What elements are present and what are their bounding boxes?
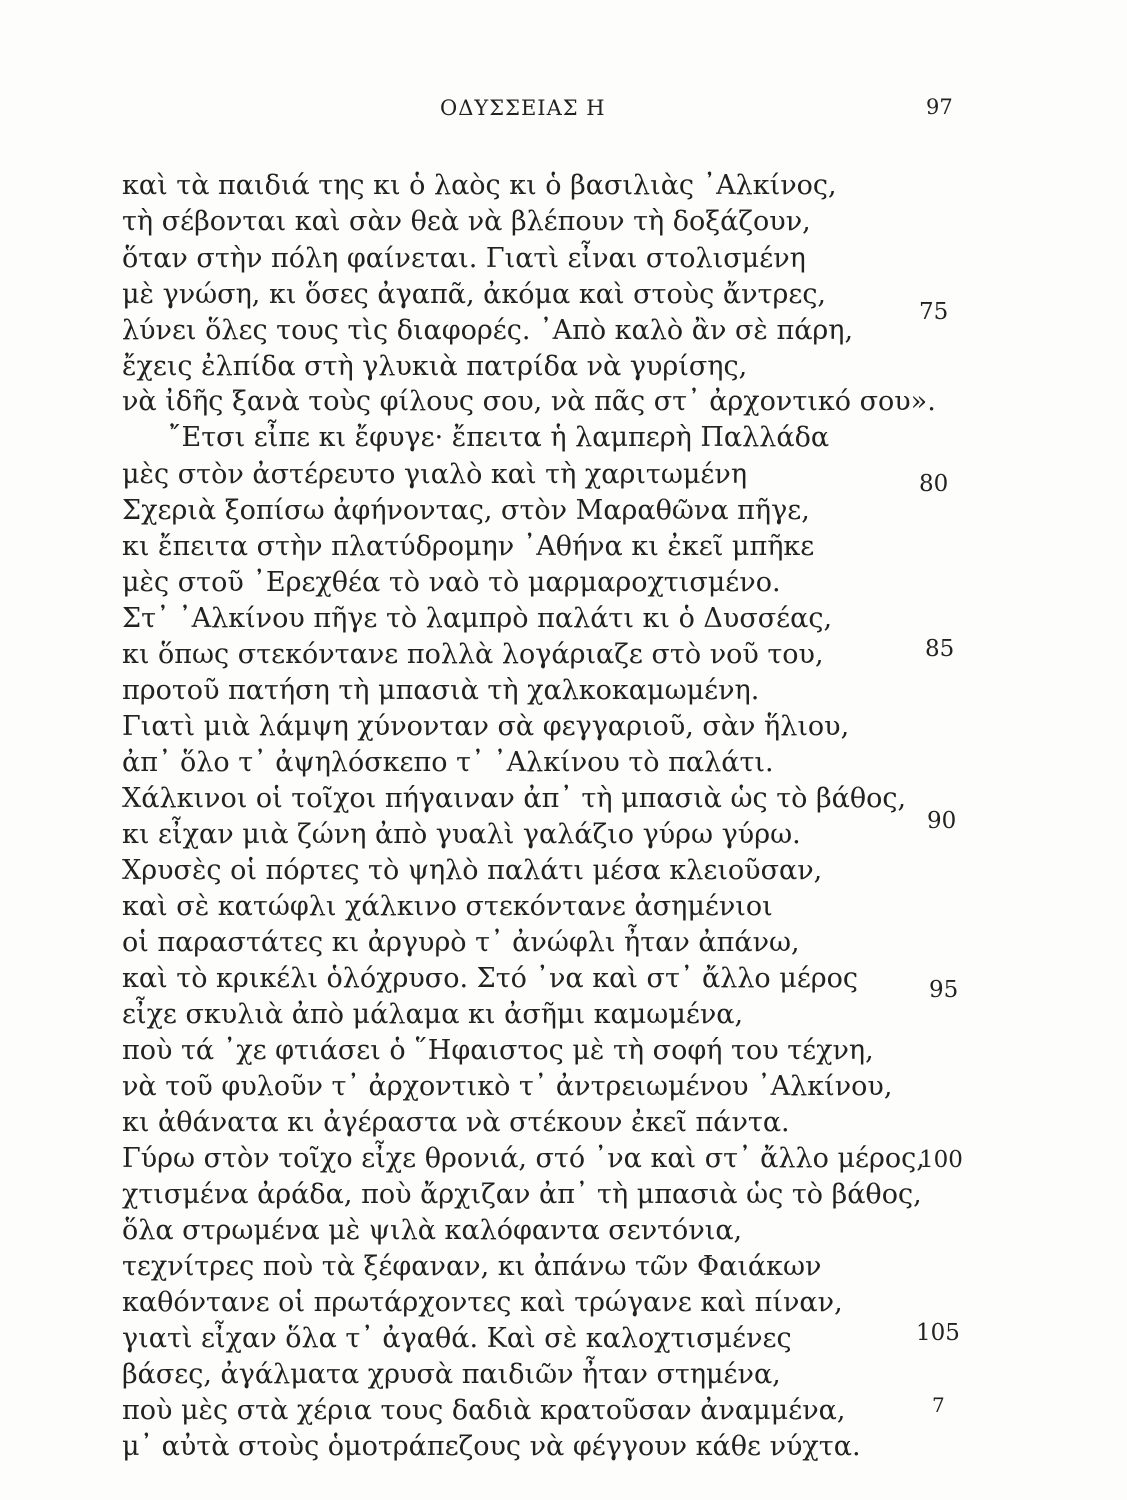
verse-line: νὰ τοῦ φυλοῦν τ᾿ ἀρχοντικὸ τ᾿ ἀντρειωμένου ᾿Αλκίνου, <box>122 1071 893 1102</box>
verse-line: Γύρω στὸν τοῖχο εἶχε θρονιά, στό ᾿να καὶ στ᾿ ἄλλο μέρος, <box>122 1143 925 1174</box>
line-number: 100 <box>919 1147 963 1173</box>
verse-line: Σχεριὰ ξοπίσω ἀφήνοντας, στὸν Μαραθῶνα πῆγε, <box>122 495 810 526</box>
verse-line: Χρυσὲς οἱ πόρτες τὸ ψηλὸ παλάτι μέσα κλειοῦσαν, <box>122 855 823 886</box>
verse-line: Στ᾿ ᾿Αλκίνου πῆγε τὸ λαμπρὸ παλάτι κι ὁ Δυσσέας, <box>122 603 833 634</box>
line-number: 90 <box>927 808 957 834</box>
verse-line: κι ἔπειτα στὴν πλατύδρομην ᾿Αθήνα κι ἐκεῖ μπῆκε <box>122 531 815 562</box>
signature-mark: 7 <box>932 1393 945 1417</box>
verse-line: εἶχε σκυλιὰ ἀπὸ μάλαμα κι ἀσῆμι καμωμένα, <box>122 999 744 1030</box>
verse-line: οἱ παραστάτες κι ἀργυρὸ τ᾿ ἀνώφλι ἦταν ἀπάνω, <box>122 927 800 958</box>
verse-line: κι ὅπως στεκόντανε πολλὰ λογάριαζε στὸ νοῦ του, <box>122 639 824 670</box>
verse-line: ἀπ᾿ ὅλο τ᾿ ἀψηλόσκεπο τ᾿ ᾿Αλκίνου τὸ παλάτι. <box>122 747 774 778</box>
verse-line: ὅλα στρωμένα μὲ ψιλὰ καλόφαντα σεντόνια, <box>122 1215 743 1246</box>
verse-line: μὲς στὸν ἀστέρευτο γιαλὸ καὶ τὴ χαριτωμένη <box>122 459 748 490</box>
verse-line: κι ἀθάνατα κι ἀγέραστα νὰ στέκουν ἐκεῖ πάντα. <box>122 1107 790 1138</box>
verse-line: ῎Ετσι εἶπε κι ἔφυγε· ἔπειτα ἡ λαμπερὴ Παλλάδα <box>168 422 830 453</box>
verse-line: νὰ ἰδῆς ξανὰ τοὺς φίλους σου, νὰ πᾶς στ᾿ ἀρχοντικό σου». <box>122 386 936 417</box>
line-number: 80 <box>919 471 949 497</box>
verse-line: ἔχεις ἐλπίδα στὴ γλυκιὰ πατρίδα νὰ γυρίσης, <box>122 351 748 382</box>
line-number: 85 <box>925 636 955 662</box>
verse-line: μ᾿ αὐτὰ στοὺς ὁμοτράπεζους νὰ φέγγουν κάθε νύχτα. <box>122 1431 861 1462</box>
verse-line: ὅταν στὴν πόλη φαίνεται. Γιατὶ εἶναι στολισμένη <box>122 243 806 274</box>
line-number: 95 <box>929 977 959 1003</box>
verse-line: μὲ γνώση, κι ὅσες ἀγαπᾶ, ἀκόμα καὶ στοὺς ἄντρες, <box>122 279 827 310</box>
verse-line: προτοῦ πατήση τὴ μπασιὰ τὴ χαλκοκαμωμένη. <box>122 675 760 706</box>
page-number: 97 <box>926 95 953 119</box>
line-number: 105 <box>916 1320 960 1346</box>
verse-line: κι εἶχαν μιὰ ζώνη ἀπὸ γυαλὶ γαλάζιο γύρω γύρω. <box>122 819 801 850</box>
verse-line: Χάλκινοι οἱ τοῖχοι πήγαιναν ἀπ᾿ τὴ μπασιὰ ὡς τὸ βάθος, <box>122 783 907 814</box>
verse-line: καὶ τὰ παιδιά της κι ὁ λαὸς κι ὁ βασιλιὰς ᾿Αλκίνος, <box>122 170 837 201</box>
running-title: ΟΔΥΣΣΕΙΑΣ Η <box>440 96 606 120</box>
verse-line: καὶ τὸ κρικέλι ὁλόχρυσο. Στό ᾿να καὶ στ᾿ ἄλλο μέρος <box>122 963 859 994</box>
verse-line: ποὺ μὲς στὰ χέρια τους δαδιὰ κρατοῦσαν ἀναμμένα, <box>122 1395 846 1426</box>
verse-line: καθόντανε οἱ πρωτάρχοντες καὶ τρώγανε καὶ πίναν, <box>122 1287 843 1318</box>
verse-line: τὴ σέβονται καὶ σὰν θεὰ νὰ βλέπουν τὴ δοξάζουν, <box>122 206 811 237</box>
line-number: 75 <box>919 299 949 325</box>
verse-line: τεχνίτρες ποὺ τὰ ξέφαναν, κι ἀπάνω τῶν Φαιάκων <box>122 1251 822 1282</box>
verse-line: ποὺ τά ᾿χε φτιάσει ὁ ῞Ηφαιστος μὲ τὴ σοφή του τέχνη, <box>122 1035 874 1066</box>
verse-line: γιατὶ εἶχαν ὅλα τ᾿ ἀγαθά. Καὶ σὲ καλοχτισμένες <box>122 1323 792 1354</box>
verse-line: λύνει ὅλες τους τὶς διαφορές. ᾿Απὸ καλὸ ἂν σὲ πάρη, <box>122 315 854 346</box>
verse-line: βάσες, ἀγάλματα χρυσὰ παιδιῶν ἦταν στημένα, <box>122 1359 781 1390</box>
verse-line: Γιατὶ μιὰ λάμψη χύνονταν σὰ φεγγαριοῦ, σὰν ἥλιου, <box>122 711 850 742</box>
verse-line: χτισμένα ἀράδα, ποὺ ἄρχιζαν ἀπ᾿ τὴ μπασιὰ ὡς τὸ βάθος, <box>122 1179 922 1210</box>
verse-line: καὶ σὲ κατώφλι χάλκινο στεκόντανε ἀσημένιοι <box>122 891 773 922</box>
verse-line: μὲς στοῦ ᾿Ερεχθέα τὸ ναὸ τὸ μαρμαροχτισμένο. <box>122 567 781 598</box>
